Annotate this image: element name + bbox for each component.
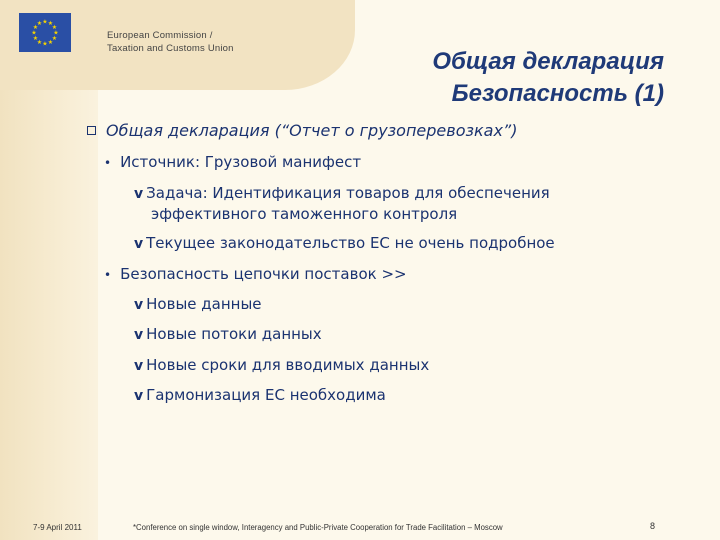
svg-text:★: ★ bbox=[36, 39, 43, 46]
bullet-level3-item bbox=[134, 234, 555, 252]
svg-text:★: ★ bbox=[47, 20, 54, 27]
eu-flag-logo bbox=[19, 13, 71, 52]
org-line-1: European Commission / bbox=[107, 30, 213, 41]
svg-text:★: ★ bbox=[42, 40, 48, 48]
dot-bullet-icon: • bbox=[104, 156, 112, 170]
bullet-level1-item bbox=[87, 121, 517, 140]
title-line-2: Безопасность (1) bbox=[451, 80, 664, 107]
bullet-text: Задача: Идентификация товаров для обеспечения bbox=[146, 184, 550, 202]
bullet-level3-item bbox=[134, 183, 550, 224]
svg-text:★: ★ bbox=[51, 35, 58, 42]
dot-bullet-icon: • bbox=[104, 268, 112, 282]
bullet-level3-item bbox=[134, 386, 386, 404]
bullet-level2-item bbox=[104, 153, 361, 171]
footer-date: 7-9 April 2011 bbox=[33, 523, 82, 532]
svg-text:★: ★ bbox=[36, 20, 43, 27]
bullet-text: Общая декларация (“Отчет о грузоперевозках”) bbox=[106, 121, 518, 140]
bullet-level2-item bbox=[104, 265, 407, 283]
bullet-text: Безопасность цепочки поставок >> bbox=[120, 265, 407, 283]
page-number: 8 bbox=[650, 521, 656, 531]
organization-name bbox=[107, 29, 234, 55]
bullet-text: Источник: Грузовой манифест bbox=[120, 153, 362, 171]
bullet-text: Новые данные bbox=[146, 295, 262, 313]
checkmark-bullet-icon: v bbox=[134, 388, 144, 404]
svg-text:★: ★ bbox=[31, 29, 37, 37]
title-line-1: Общая декларация bbox=[432, 48, 664, 75]
checkmark-bullet-icon: v bbox=[134, 358, 144, 374]
slide-title bbox=[432, 46, 664, 110]
square-bullet-icon bbox=[87, 126, 96, 135]
bullet-text-continued: эффективного таможенного контроля bbox=[151, 205, 458, 223]
bullet-level3-item bbox=[134, 325, 322, 343]
bullet-text: Гармонизация ЕС необходима bbox=[146, 386, 386, 404]
svg-text:★: ★ bbox=[32, 35, 39, 42]
bullet-text: Текущее законодательство ЕС не очень подробное bbox=[146, 234, 555, 252]
bullet-level3-item bbox=[134, 356, 429, 374]
checkmark-bullet-icon: v bbox=[134, 327, 144, 343]
svg-text:★: ★ bbox=[42, 18, 48, 26]
checkmark-bullet-icon: v bbox=[134, 236, 144, 252]
svg-text:★: ★ bbox=[53, 29, 59, 37]
bullet-text: Новые сроки для вводимых данных bbox=[146, 356, 430, 374]
svg-text:★: ★ bbox=[51, 24, 58, 31]
bullet-text: Новые потоки данных bbox=[146, 325, 322, 343]
bullet-level3-item bbox=[134, 295, 262, 313]
svg-text:★: ★ bbox=[32, 24, 39, 31]
org-line-2: Taxation and Customs Union bbox=[107, 43, 234, 54]
checkmark-bullet-icon: v bbox=[134, 297, 144, 313]
svg-text:★: ★ bbox=[47, 39, 54, 46]
checkmark-bullet-icon: v bbox=[134, 186, 144, 202]
footer-conference: *Conference on single window, Interagency and Public-Private Cooperation for Trade Facilitation – Moscow bbox=[133, 523, 503, 532]
